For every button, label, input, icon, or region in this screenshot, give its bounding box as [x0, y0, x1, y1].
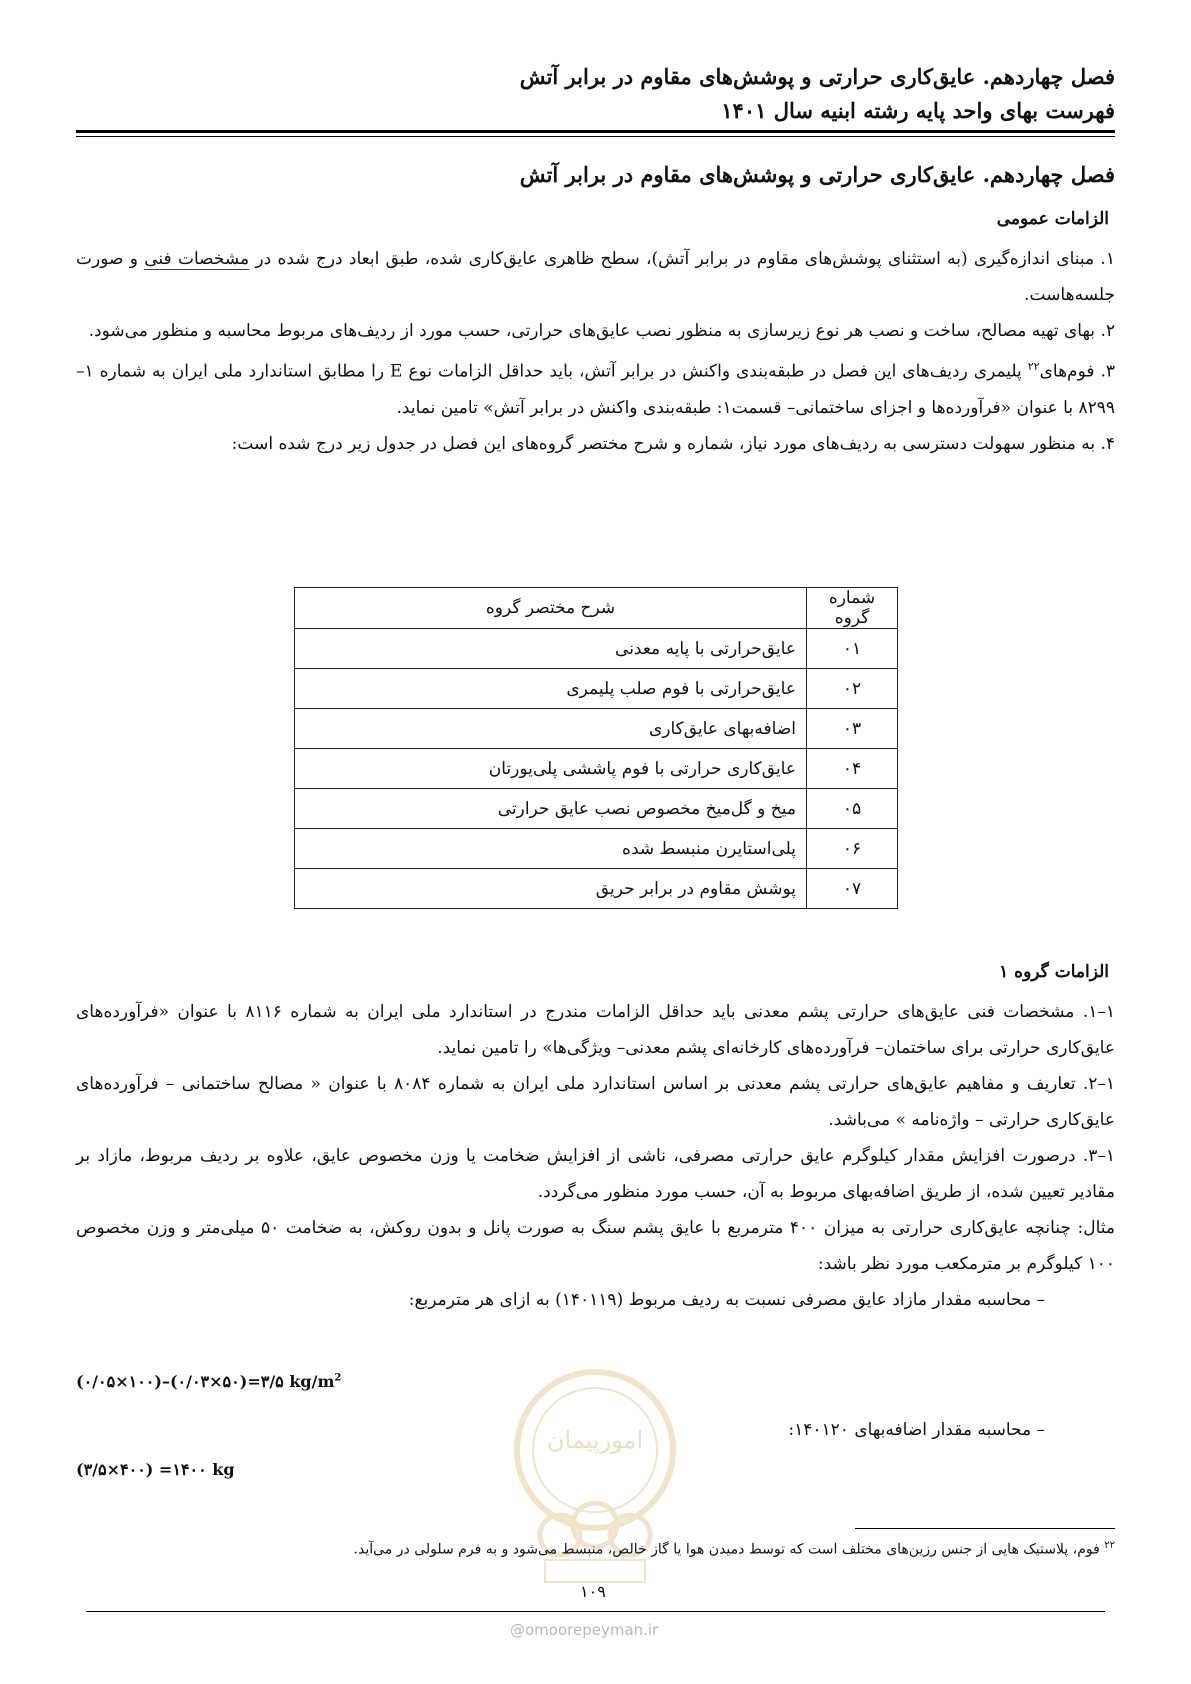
- footnote-ref[interactable]: ۲۲: [1027, 360, 1040, 373]
- table-row: [295, 829, 898, 869]
- general-p1-text-a: ۱. مبنای اندازه‌گیری (به استثنای پوشش‌های مقاوم در برابر آتش)، سطح ظاهری عایق‌کاری شده، طبق ابعاد درج شده در: [249, 249, 1115, 269]
- table-row: [295, 709, 898, 749]
- footer-rule: [86, 1611, 1105, 1612]
- table-header-row: [295, 588, 898, 629]
- group-description: میخ و گل‌میخ مخصوص نصب عایق حرارتی: [295, 789, 807, 829]
- general-p3-text-a: ۳. فوم‌های: [1039, 361, 1115, 382]
- group-description: پلی‌استایرن منبسط شده: [295, 829, 807, 869]
- calc-bullet-1: – محاسبه مقدار مازاد عایق مصرفی نسبت به ردیف مربوط (۱۴۰۱۱۹) به ازای هر مترمربع:: [408, 1290, 1045, 1310]
- group-number: ۰۱: [807, 629, 898, 669]
- group-number: ۰۷: [807, 869, 898, 909]
- group-description: عایق‌حرارتی با فوم صلب پلیمری: [295, 669, 807, 709]
- header-chapter-title: فصل چهاردهم. عایق‌کاری حرارتی و پوشش‌های مقاوم در برابر آتش: [519, 64, 1115, 89]
- groups-table-wrap: [294, 587, 898, 909]
- header-rule-thick: [76, 130, 1115, 133]
- general-p3-text-b: پلیمری ردیف‌های این فصل در طبقه‌بندی واکنش در برابر آتش، باید حداقل الزامات نوع E را مطابق استاندارد ملی ایران به شماره ۱–۸۲۹۹ با عنوان «فرآورده‌ها و اجزای ساختمانی– قسمت۱: طبقه‌بندی واکنش در برابر آتش» تامین نماید.: [76, 361, 1115, 418]
- technical-specs-link[interactable]: مشخصات فنی: [144, 249, 250, 269]
- groups-table: [294, 587, 898, 909]
- group-number: ۰۵: [807, 789, 898, 829]
- group1-title: الزامات گروه ۱: [999, 962, 1109, 982]
- group1-example: مثال: چنانچه عایق‌کاری حرارتی به میزان ۴۰۰ مترمربع با عایق پشم سنگ به صورت پانل و بدون روکش، به ضخامت ۵۰ میلی‌متر و وزن مخصوص ۱۰۰ کیلوگرم بر مترمکعب مورد نظر باشد:: [76, 1218, 1115, 1274]
- table-row: [295, 749, 898, 789]
- group-description: پوشش مقاوم در برابر حریق: [295, 869, 807, 909]
- group1-paragraph-3: ۱–۳. درصورت افزایش مقدار کیلوگرم عایق حرارتی مصرفی، ناشی از افزایش ضخامت یا وزن مخصوص عایق، علاوه بر ردیف مربوط، مازاد بر مقادیر تعیین شده، از طریق اضافه‌بهای مربوط به آن، حسب مورد منظور می‌گردد.: [76, 1146, 1115, 1202]
- formula-extra-price: (۳/۵×۴۰۰) =۱۴۰۰ kg: [76, 1460, 235, 1479]
- general-title: الزامات عمومی: [996, 209, 1109, 229]
- group-number: ۰۶: [807, 829, 898, 869]
- group-description: عایق‌حرارتی با پایه معدنی: [295, 629, 807, 669]
- group1-paragraph-2: ۱–۲. تعاریف و مفاهیم عایق‌های حرارتی پشم معدنی بر اساس استاندارد ملی ایران به شماره ۸۰۸۴ با عنوان « مصالح ساختمانی – فرآورده‌های عایق‌کاری حرارتی – واژه‌نامه » می‌باشد.: [76, 1074, 1115, 1130]
- header-book-title: فهرست بهای واحد پایه رشته ابنیه سال ۱۴۰۱: [721, 98, 1115, 123]
- general-p1-text-b: و صورت جلسه‌هاست.: [76, 249, 1115, 305]
- page-number: ۱۰۹: [580, 1582, 606, 1601]
- formula-1-superscript: 2: [334, 1372, 342, 1384]
- formula-1-text: (۰/۰۵×۱۰۰)–(۰/۰۳×۵۰)=۳/۵ kg/m: [76, 1372, 335, 1391]
- general-paragraph-3: [76, 349, 1115, 426]
- general-paragraph-2: ۲. بهای تهیه مصالح، ساخت و نصب هر نوع زیرسازی به منظور نصب عایق‌های حرارتی، حسب مورد از ردیف‌های مربوط محاسبه و منظور می‌شود.: [88, 321, 1115, 341]
- footnote-rule: [855, 1528, 1115, 1529]
- group1-requirements: [76, 962, 1115, 1318]
- watermark-logo-text: امورپیمان: [546, 1426, 644, 1454]
- chapter-title: فصل چهاردهم. عایق‌کاری حرارتی و پوشش‌های مقاوم در برابر آتش: [519, 162, 1115, 187]
- footnote-number: ۲۲: [1104, 1540, 1115, 1551]
- table-row: [295, 789, 898, 829]
- header-rule-thin: [76, 136, 1115, 137]
- group1-paragraph-1: ۱–۱. مشخصات فنی عایق‌های حرارتی پشم معدنی باید حداقل الزامات مندرج در استاندارد ملی ایران به شماره ۸۱۱۶ با عنوان «فرآورده‌های عایق‌کاری حرارتی برای ساختمان– فرآورده‌های کارخانه‌ای پشم معدنی– ویژگی‌ها» را تامین نماید.: [76, 1002, 1115, 1058]
- general-paragraph-4: ۴. به منظور سهولت دسترسی به ردیف‌های مورد نیاز، شماره و شرح مختصر گروه‌های این فصل در جدول زیر درج شده است:: [231, 433, 1115, 454]
- formula-excess-insulation: [76, 1372, 341, 1391]
- header-group-number: شماره گروه: [807, 588, 898, 629]
- group-number: ۰۲: [807, 669, 898, 709]
- table-row: [295, 629, 898, 669]
- watermark-text: @omoorepeyman.ir: [510, 1621, 659, 1639]
- group-description: عایق‌کاری حرارتی با فوم پاششی پلی‌یورتان: [295, 749, 807, 789]
- group-number: ۰۳: [807, 709, 898, 749]
- header-group-description: شرح مختصر گروه: [295, 588, 807, 629]
- table-row: [295, 669, 898, 709]
- table-row: [295, 869, 898, 909]
- group-number: ۰۴: [807, 749, 898, 789]
- footnote: [76, 1540, 1115, 1558]
- page-header: [75, 60, 1115, 128]
- calc-bullet-2: – محاسبه مقدار اضافه‌بهای ۱۴۰۱۲۰:: [788, 1420, 1045, 1440]
- general-paragraph-1: [76, 241, 1115, 313]
- general-requirements: [76, 162, 1115, 462]
- footnote-text: فوم، پلاستیک هایی از جنس رزین‌های مختلف است که توسط دمیدن هوا یا گاز خالص، منبسط می‌شود و به فرم سلولی در می‌آید.: [353, 1541, 1105, 1558]
- group-description: اضافه‌بهای عایق‌کاری: [295, 709, 807, 749]
